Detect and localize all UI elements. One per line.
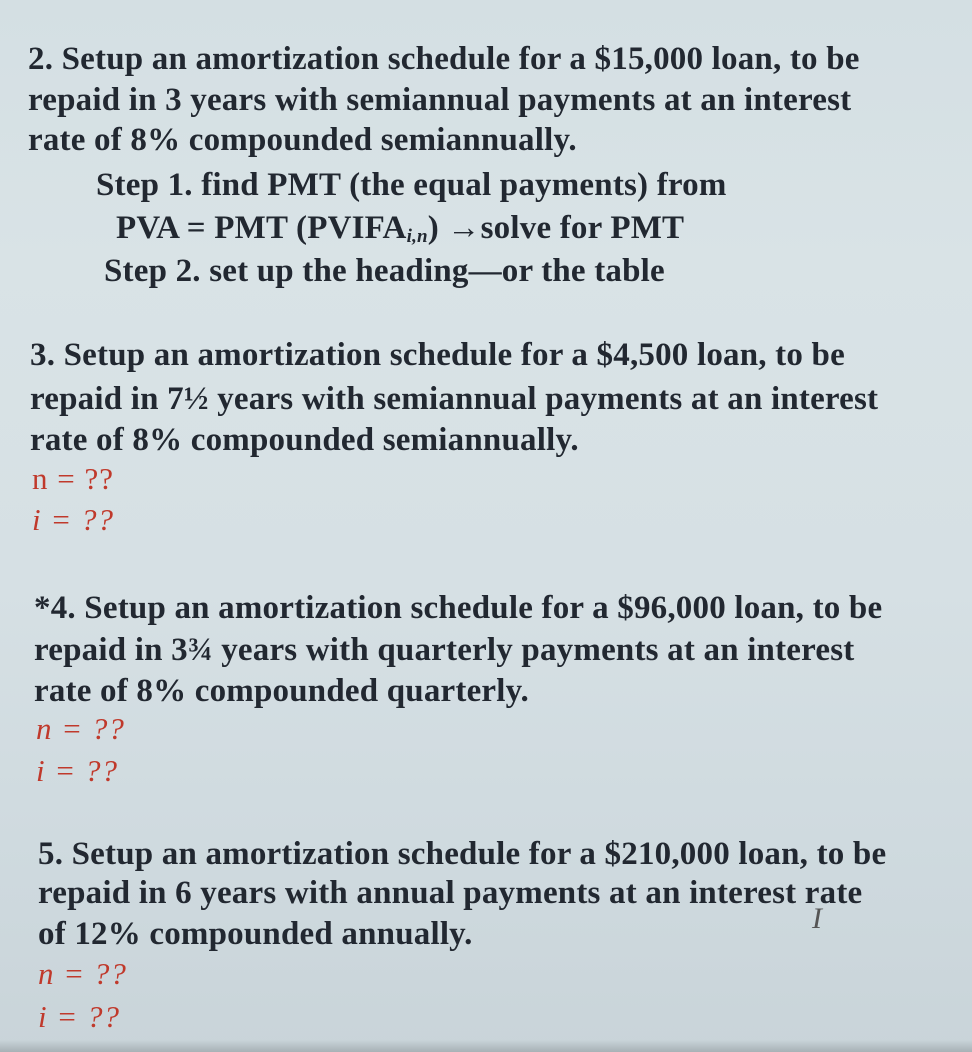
problem-2-line-3: rate of 8% compounded semiannually. — [28, 122, 577, 158]
problem-4-i-value: i = ?? — [36, 753, 119, 788]
problem-3-i-value: i = ?? — [32, 502, 115, 537]
problem-4-line-2: repaid in 3¾ years with quarterly payments at an interest — [34, 632, 855, 668]
problem-3-line-2: repaid in 7½ years with semiannual payments at an interest — [30, 381, 879, 417]
problem-5-n-value: n = ?? — [38, 956, 127, 991]
problem-4-line-1: *4. Setup an amortization schedule for a $96,000 loan, to be — [34, 590, 883, 626]
problem-2-step-2: Step 2. set up the heading—or the table — [104, 253, 665, 289]
problem-2-line-1: 2. Setup an amortization schedule for a $15,000 loan, to be — [28, 41, 860, 77]
problem-5-line-1: 5. Setup an amortization schedule for a $210,000 loan, to be — [38, 836, 887, 872]
formula-subscript: i,n — [406, 226, 428, 247]
problem-3-line-3: rate of 8% compounded semiannually. — [30, 422, 579, 458]
problem-3-n-value: n = ?? — [32, 461, 115, 496]
problem-4-n-value: n = ?? — [36, 711, 125, 746]
problem-2-line-2: repaid in 3 years with semiannual payments at an interest — [28, 82, 852, 118]
problem-2-step-1: Step 1. find PMT (the equal payments) from — [96, 167, 727, 203]
problem-3-line-1: 3. Setup an amortization schedule for a $4,500 loan, to be — [30, 337, 845, 373]
formula-prefix: PVA = PMT (PVIFA — [116, 210, 407, 246]
bottom-edge — [0, 1040, 972, 1052]
problem-5-line-3: of 12% compounded annually. — [38, 916, 473, 952]
problem-2-formula — [116, 208, 684, 257]
text-cursor-icon: I — [812, 902, 822, 935]
problem-5-i-value: i = ?? — [38, 999, 121, 1034]
formula-suffix: ) →solve for PMT — [427, 210, 685, 246]
problem-5-line-2: repaid in 6 years with annual payments at an interest rate — [38, 875, 863, 911]
problem-4-line-3: rate of 8% compounded quarterly. — [34, 673, 529, 709]
